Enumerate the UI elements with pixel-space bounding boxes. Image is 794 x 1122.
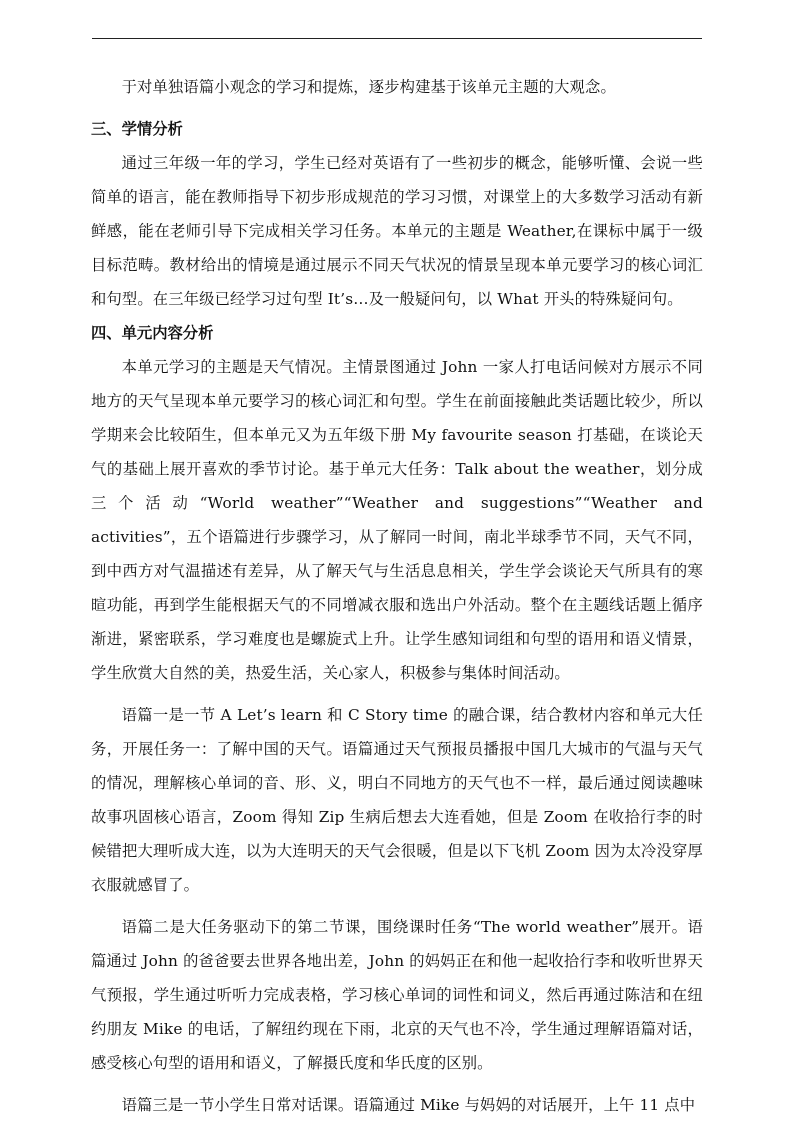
paragraph-text-two: 语篇二是大任务驱动下的第二节课，围绕课时任务“The world weather”展开。语篇通过 John 的爸爸要去世界各地出差，John 的妈妈正在和他一起收拾行李和收听世界天气预报，学生通过听听力完成表格，学习核心单词的词性和词义，然后再通过陈洁和在纽约朋友 Mike 的电话，了解纽约现在下雨，北京的天气也不冷，学生通过理解语篇对话，感受核心句型的语用和语义，了解摄氏度和华氏度的区别。 xyxy=(91,918,703,1072)
section-heading-learner-analysis: 三、学情分析 xyxy=(91,120,183,138)
section-heading-unit-content: 四、单元内容分析 xyxy=(91,324,214,342)
paragraph-continuation: 于对单独语篇小观念的学习和提炼，逐步构建基于该单元主题的大观念。 xyxy=(121,78,616,96)
paragraph-text-one: 语篇一是一节 A Let’s learn 和 C Story time 的融合课，结合教材内容和单元大任务，开展任务一：了解中国的天气。语篇通过天气预报员播报中国几大城市的气温与天气的情况，理解核心单词的音、形、义，明白不同地方的天气也不一样，最后通过阅读趣味故事巩固核心语言，Zoom 得知 Zip 生病后想去大连看她，但是 Zoom 在收拾行李的时候错把大理听成大连，以为大连明天的天气会很暖，但是以下飞机 Zoom 因为太冷没穿厚衣服就感冒了。 xyxy=(91,706,703,894)
paragraph-learner-analysis: 通过三年级一年的学习，学生已经对英语有了一些初步的概念，能够听懂、会说一些简单的语言，能在教师指导下初步形成规范的学习习惯，对课堂上的大多数学习活动有新鲜感，能在老师引导下完成相关学习任务。本单元的主题是 Weather,在课标中属于一级目标范畴。教材给出的情境是通过展示不同天气状况的情景呈现本单元要学习的核心词汇和句型。在三年级已经学习过句型 It’s…及一般疑问句，以 What 开头的特殊疑问句。 xyxy=(91,154,703,308)
paragraph-unit-content: 本单元学习的主题是天气情况。主情景图通过 John 一家人打电话问候对方展示不同地方的天气呈现本单元要学习的核心词汇和句型。学生在前面接触此类话题比较少，所以学期来会比较陌生，但本单元又为五年级下册 My favourite season 打基础，在谈论天气的基础上展开喜欢的季节讨论。基于单元大任务：Talk about the weather，划分成三个活动“World weather”“Weather and suggestions”“Weather and activities”，五个语篇进行步骤学习，从了解同一时间，南北半球季节不同，天气不同，到中西方对气温描述有差异，从了解天气与生活息息相关，学生学会谈论天气所具有的寒暄功能，再到学生能根据天气的不同增减衣服和选出户外活动。整个在主题线话题上循序渐进，紧密联系，学习难度也是螺旋式上升。让学生感知词组和句型的语用和语义情景，学生欣赏大自然的美，热爱生活，关心家人，积极参与集体时间活动。 xyxy=(91,358,703,682)
header-rule xyxy=(92,38,702,39)
document-body xyxy=(91,70,703,1122)
paragraph-text-three: 语篇三是一节小学生日常对话课。语篇通过 Mike 与妈妈的对话展开，上午 11 点中 xyxy=(121,1096,696,1114)
